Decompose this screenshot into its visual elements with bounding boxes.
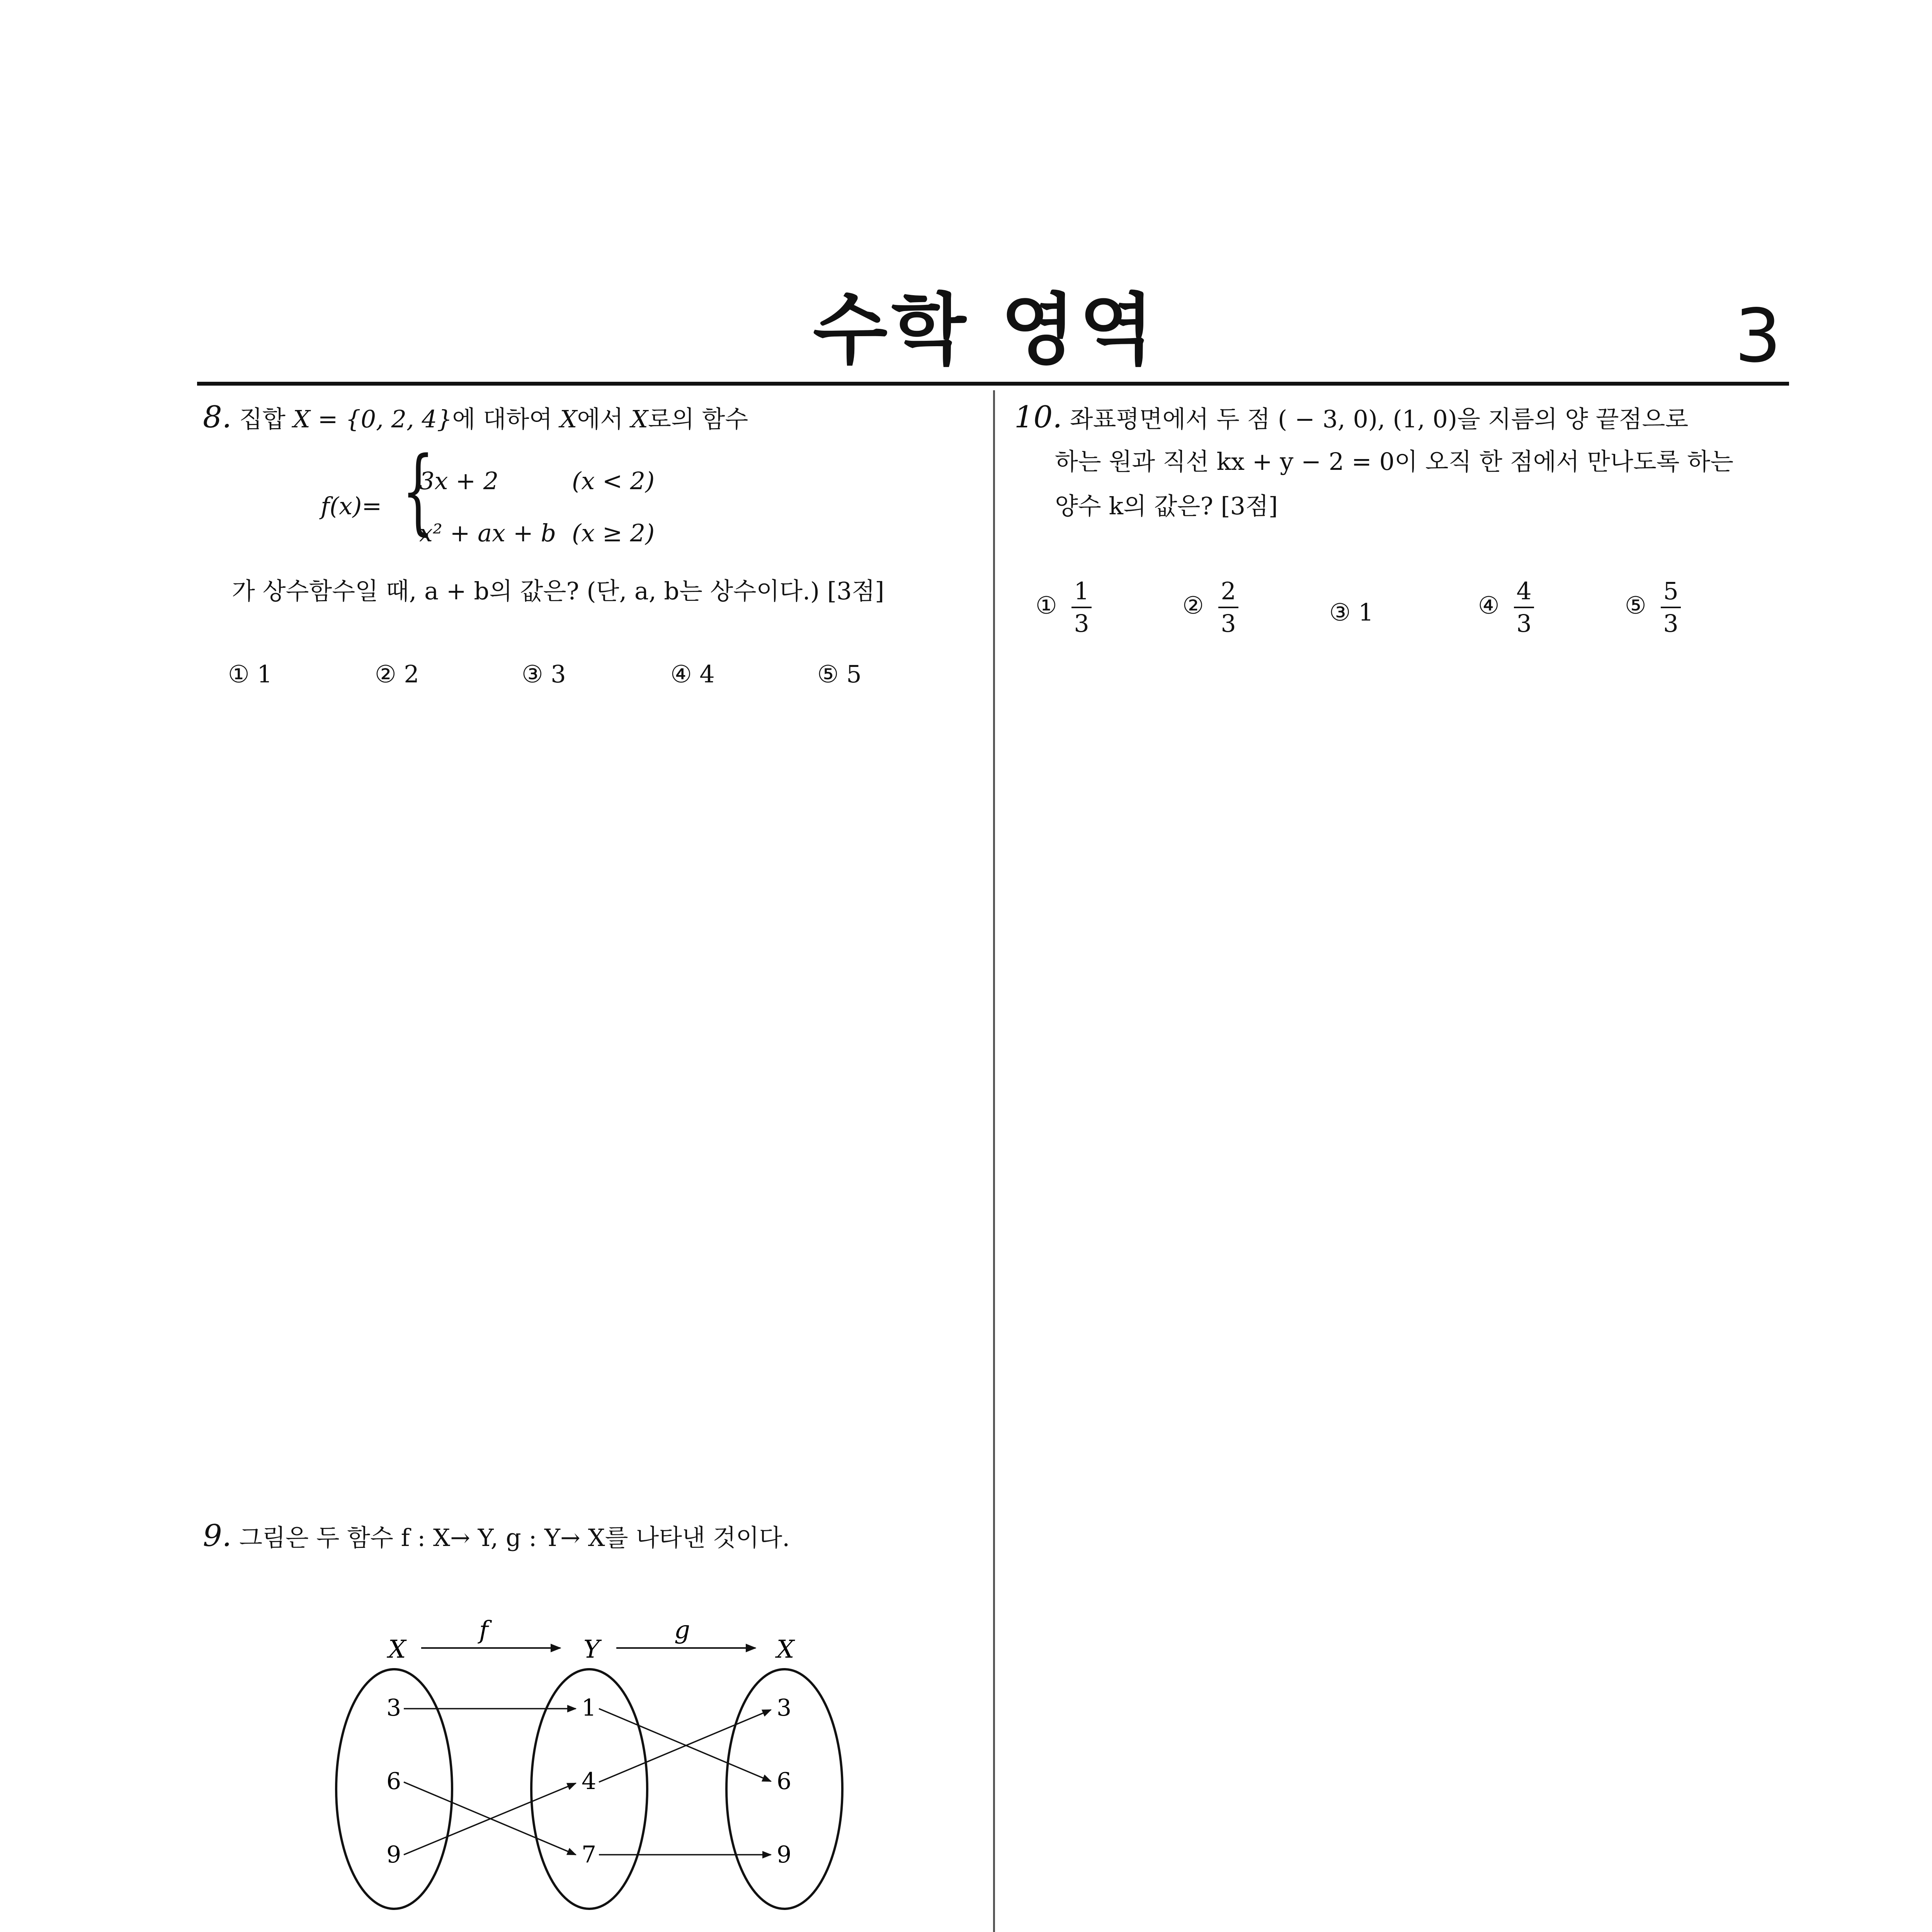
q8-case2-expr: x² + ax + b [419, 519, 556, 547]
q10-option-5[interactable] [1625, 576, 1681, 639]
option-value: 1 [1358, 598, 1374, 626]
set1-element: 9 [386, 1841, 401, 1868]
q10-option-3[interactable] [1329, 597, 1374, 628]
q10-line-1-text: 좌표평면에서 두 점 ( − 3, 0), (1, 0)을 지름의 양 끝점으로 [1070, 405, 1689, 433]
fraction-denominator: 3 [1663, 609, 1679, 638]
option-marker: ② [1182, 591, 1204, 620]
q9-number: 9. [203, 1519, 232, 1553]
fraction [1661, 576, 1680, 639]
set3-element: 3 [777, 1694, 792, 1721]
q10-line-3: 양수 k의 값은? [3점] [1055, 492, 1278, 520]
option-marker: ④ [1478, 591, 1500, 620]
set2-element: 1 [582, 1694, 597, 1721]
q9-mapping-diagram [317, 1604, 858, 1920]
header-rule [197, 382, 1789, 386]
q8-brace: { [402, 437, 434, 545]
set3-element: 6 [777, 1768, 792, 1795]
q8-stem-mid: 에 대하여 [452, 405, 553, 433]
page-number: 3 [1735, 293, 1781, 379]
fraction [1218, 576, 1238, 639]
g-map-arrow [599, 1709, 771, 1781]
q8-case2-cond: (x ≥ 2) [572, 519, 655, 547]
fraction-denominator: 3 [1221, 609, 1236, 638]
q8-stem-x1: X [560, 405, 577, 433]
q8-f-lhs: f(x)= [321, 492, 382, 520]
set2-element: 4 [582, 1768, 597, 1795]
option-marker: ③ [1329, 598, 1351, 626]
q8-stem-set: X = {0, 2, 4} [293, 405, 452, 433]
fraction-numerator: 4 [1514, 576, 1534, 608]
set1-element: 3 [386, 1694, 401, 1721]
fraction-denominator: 3 [1516, 609, 1532, 638]
q8-option-2[interactable]: ② 2 [375, 660, 419, 688]
q8-number: 8. [203, 400, 232, 435]
fraction-denominator: 3 [1074, 609, 1089, 638]
q9-stem-text: 그림은 두 함수 f : X→ Y, g : Y→ X를 나타낸 것이다. [239, 1524, 790, 1552]
q8-option-5[interactable]: ⑤ 5 [817, 660, 862, 688]
q10-line-1 [1014, 400, 1688, 437]
q8-condition: 가 상수함수일 때, a + b의 값은? (단, a, b는 상수이다.) [3점] [232, 577, 884, 605]
g-label: g [674, 1616, 690, 1645]
q8-option-3[interactable]: ③ 3 [522, 660, 566, 688]
q8-stem-pre: 집합 [239, 405, 286, 433]
q8-case1-expr: 3x + 2 [419, 467, 499, 495]
fraction-numerator: 2 [1218, 576, 1238, 608]
g-map-arrow [599, 1710, 771, 1782]
set1-element: 6 [386, 1768, 401, 1795]
option-marker: ① [1036, 591, 1057, 620]
fraction [1514, 576, 1534, 639]
page-title: 수학 영역 [813, 285, 1158, 375]
f-label: f [479, 1616, 488, 1645]
set1-label: X [388, 1635, 406, 1664]
set3-element: 9 [777, 1841, 792, 1868]
q10-number: 10. [1014, 400, 1063, 435]
set3-label: X [777, 1635, 794, 1664]
q10-line-2: 하는 원과 직선 kx + y − 2 = 0이 오직 한 점에서 만나도록 하는 [1055, 447, 1734, 476]
set2-element: 7 [582, 1841, 597, 1868]
q8-option-4[interactable]: ④ 4 [670, 660, 715, 688]
q10-option-2[interactable] [1182, 576, 1238, 639]
q8-stem-mid2: 에서 [577, 405, 624, 433]
q8-stem-x2: X [631, 405, 648, 433]
fraction-numerator: 5 [1661, 576, 1680, 608]
fraction [1071, 576, 1091, 639]
q10-option-4[interactable] [1478, 576, 1534, 639]
q8-stem-post: 로의 함수 [648, 405, 748, 433]
column-divider [993, 390, 995, 1932]
q8-option-1[interactable]: ① 1 [228, 660, 272, 688]
set2-label: Y [583, 1635, 600, 1664]
q10-option-1[interactable] [1036, 576, 1092, 639]
q8-case1-cond: (x < 2) [572, 467, 655, 495]
option-marker: ⑤ [1625, 591, 1646, 620]
fraction-numerator: 1 [1071, 576, 1091, 608]
q9-stem [203, 1519, 790, 1555]
q8-stem [203, 400, 748, 437]
